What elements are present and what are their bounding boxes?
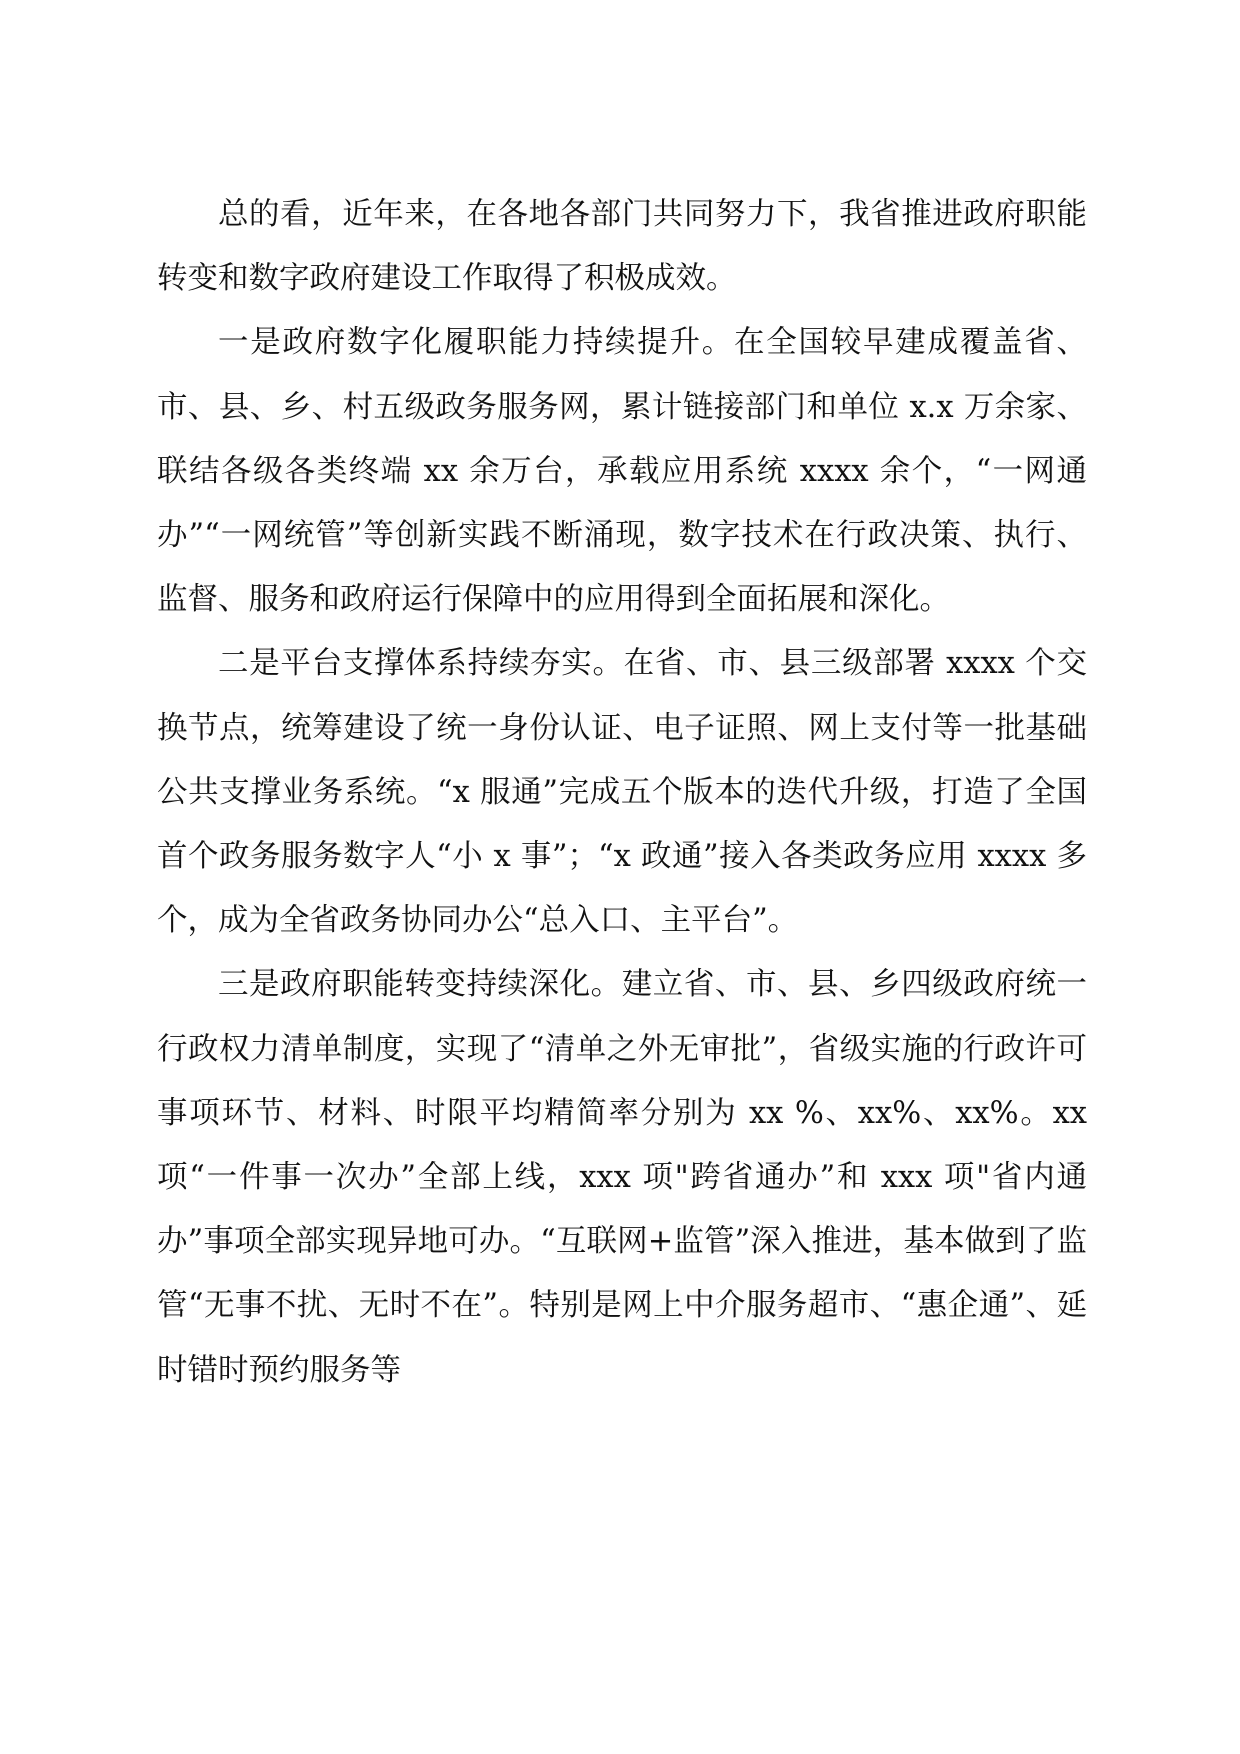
paragraph-point-one: 一是政府数字化履职能力持续提升。在全国较早建成覆盖省、市、县、乡、村五级政务服务网，累计链接部门和单位 x.x 万余家、联结各级各类终端 xx 余万台，承载应用系统 xxxx 余个，“一网通办”“一网统管”等创新实践不断涌现，数字技术在行政决策、执行、监督、服务和政府运行保障中的应用得到全面拓展和深化。 (157, 325, 1087, 618)
paragraph-summary: 总的看，近年来，在各地各部门共同努力下，我省推进政府职能转变和数字政府建设工作取得了积极成效。 (157, 197, 1087, 297)
paragraph-point-three: 三是政府职能转变持续深化。建立省、市、县、乡四级政府统一行政权力清单制度，实现了“清单之外无审批”，省级实施的行政许可事项环节、材料、时限平均精简率分别为 xx %、xx%、xx%。xx 项“一件事一次办”全部上线，xxx 项"跨省通办”和 xxx 项"省内通办”事项全部实现异地可办。“互联网+监管”深入推进，基本做到了监管“无事不扰、无时不在”。特别是网上中介服务超市、“惠企通”、延时错时预约服务等 (157, 967, 1087, 1388)
paragraph-point-two: 二是平台支撑体系持续夯实。在省、市、县三级部署 xxxx 个交换节点，统筹建设了统一身份认证、电子证照、网上支付等一批基础公共支撑业务系统。“x 服通”完成五个版本的迭代升级，打造了全国首个政务服务数字人“小 x 事”；“x 政通”接入各类政务应用 xxxx 多个，成为全省政务协同办公“总入口、主平台”。 (157, 646, 1087, 939)
document-body (157, 183, 1087, 1403)
